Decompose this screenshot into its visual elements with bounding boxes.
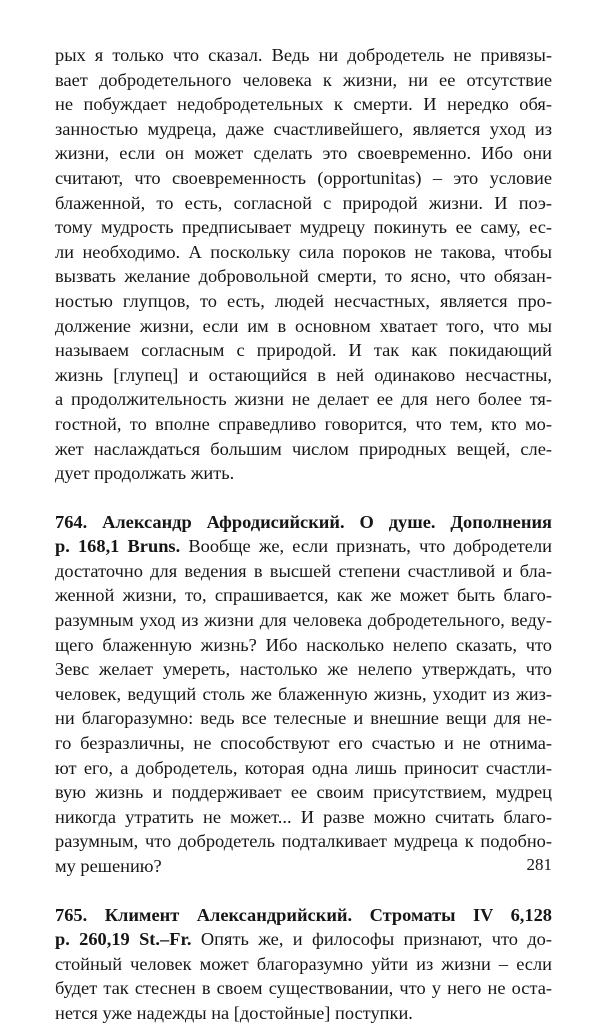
text-line: разумным уход из жизни для человека добродетельного, веду-: [55, 610, 552, 631]
text-line: дует продолжать жить.: [55, 463, 235, 484]
text-line: ни благоразумно: ведь все телесные и внешние вещи для не-: [55, 708, 552, 729]
fragment-heading-line: [55, 510, 552, 535]
text-line: разумным, что добродетель подталкивает мудреца к подобно-: [55, 831, 552, 852]
text-line: жизни, если он может сделать это своевременно. Ибо они: [55, 143, 552, 164]
fragment-heading-line: [55, 903, 552, 928]
text-line: будет так стеснен в своем существовании, что у него не оста-: [55, 978, 552, 999]
text-line: Зевс желает умереть, настолько же нелепо утверждать, что: [55, 659, 552, 680]
text-line: тому мудрость предписывает мудрецу покинуть ее саму, ес-: [55, 217, 552, 238]
fragment-source-ref: p. 260,19 St.–Fr.: [55, 929, 192, 950]
text-line: жет наслаждаться большим числом природных вещей, сле-: [55, 438, 552, 459]
text-line: достаточно для ведения в высшей степени счастливой и бла-: [55, 560, 552, 581]
text-line: называем согласным с природой. И так как покидающий: [55, 340, 552, 361]
text-line: не побуждает недобродетельных к смерти. И нередко обя-: [55, 94, 552, 115]
text-line: рых я только что сказал. Ведь ни добродетель не привязы-: [55, 45, 552, 65]
fragment-764: [55, 510, 552, 879]
text-line: блаженной, то есть, согласной с природой жизни. И поэ-: [55, 192, 552, 213]
fragment-text: Вообще же, если признать, что добродетели: [180, 536, 552, 557]
fragment-765: [55, 903, 552, 1026]
fragment-source-ref: p. 168,1 Bruns.: [55, 536, 181, 557]
text-line: вает добродетельного человека к жизни, ни ее отсутствие: [55, 69, 552, 90]
text-line: [55, 534, 552, 559]
text-line: гостной, то вполне справедливо говорится, что тем, кто мо-: [55, 413, 552, 434]
text-line: му решению?: [55, 856, 162, 876]
text-line: ли необходимо. А поскольку сила пороков не такова, чтобы: [55, 241, 552, 262]
paragraph-gap: [55, 486, 552, 510]
text-line: а продолжительность жизни не делает ее для него более тя-: [55, 389, 552, 410]
text-line: щего блаженную жизнь? Ибо насколько нелепо сказать, что: [55, 634, 552, 655]
text-line: нется уже надежды на [достойные] поступки.: [55, 1002, 413, 1023]
text-line: жизнь [глупец] и остающийся в ней одинаково несчастны,: [55, 364, 552, 385]
page-body: [55, 43, 552, 1026]
text-line: занностью мудреца, даже счастливейшего, является уход из: [55, 118, 552, 139]
paragraph-continuation: [55, 43, 552, 486]
text-line: стойный человек может благоразумно уйти из жизни – если: [55, 953, 552, 974]
page-number: 281: [526, 855, 552, 874]
text-line: женной жизни, то, спрашивается, как же может быть благо-: [55, 585, 552, 606]
text-line: должение жизни, если им в основном хватает того, что мы: [55, 315, 552, 336]
paragraph-gap: [55, 879, 552, 903]
fragment-heading: 765. Климент Александрийский. Строматы IV 6,128: [55, 904, 552, 925]
text-line: го безразличны, не способствуют его счастью и не отнима-: [55, 733, 552, 754]
fragment-text: Опять же, и философы признают, что до-: [191, 929, 552, 950]
text-line: вую жизнь и поддерживает ее своим присутствием, мудрец: [55, 782, 552, 803]
text-line: считают, что своевременность (opportunitas) – это условие: [55, 167, 552, 188]
text-line: ностью глупцов, то есть, людей несчастных, является про-: [55, 290, 552, 311]
text-line: никогда утратить не может... И разве можно считать благо-: [55, 806, 552, 827]
text-line: вызвать желание добровольной смерти, то ясно, что обязан-: [55, 266, 552, 287]
text-line: ют его, а добродетель, которая одна лишь приносит счастли-: [55, 757, 552, 778]
text-line: человек, ведущий столь же блаженную жизнь, уходит из жиз-: [55, 683, 552, 704]
text-line: [55, 927, 552, 952]
fragment-heading: 764. Александр Афродисийский. О душе. Дополнения: [55, 511, 552, 532]
